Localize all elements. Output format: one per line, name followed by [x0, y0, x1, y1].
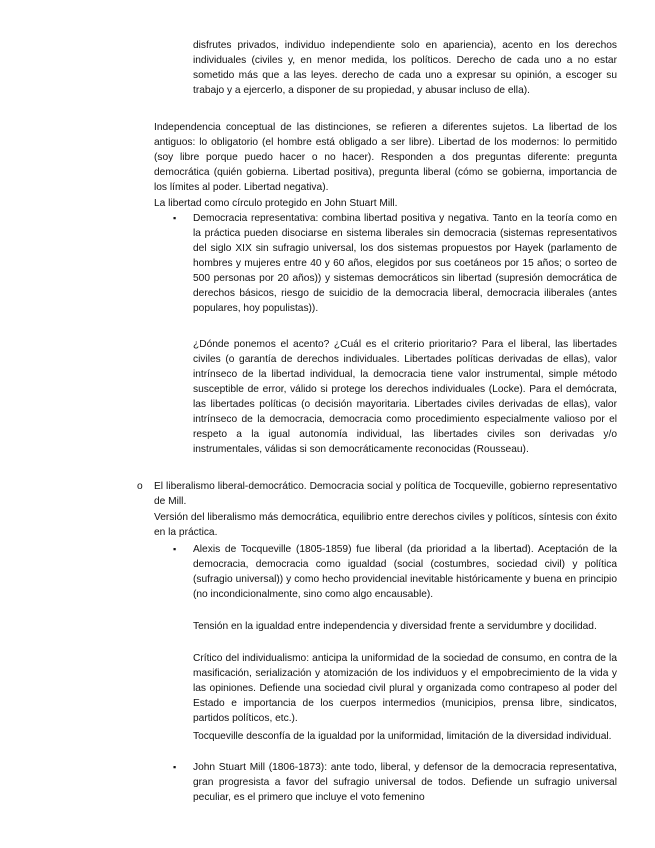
paragraph-conceptual-independence: Independencia conceptual de las distinciones, se refieren a diferentes sujetos. La libertad de los antiguos: lo obligatorio (el hombre está obligado a ser libre). Libertad de los modernos: lo permitido (soy libre porque puedo hacer o no hacer). Responden a dos preguntas diferente: pregunta democrática (quién gobierna. Libertad positiva), pregunta liberal (cómo se gobierna, importancia de los límites al poder. Libertad negativa). [154, 122, 617, 193]
bullet-marker: ▪ [173, 762, 177, 772]
item-liberal-democratic-liberalism: El liberalismo liberal-democrático. Democracia social y política de Tocqueville, gobierno representativo de Mill. [154, 481, 617, 507]
paragraph-democratic-version: Versión del liberalismo más democrática, equilibrio entre derechos civiles y políticos, síntesis con éxito en la práctica. [154, 512, 617, 538]
list-circle-marker: o [137, 481, 143, 492]
paragraph-mill-circle: La libertad como círculo protegido en John Stuart Mill. [154, 198, 398, 209]
bullet-tocqueville: Alexis de Tocqueville (1805-1859) fue liberal (da prioridad a la libertad). Aceptación de la democracia, democracia como igualdad (social (costumbres, sociedad civil) y política (sufragio universal)) y como hecho providencial inevitable históricamente y buena en principio (no incondicionalmente, sino como algo encausable). [193, 544, 617, 600]
bullet-representative-democracy: Democracia representativa: combina libertad positiva y negativa. Tanto en la teoría como en la práctica pueden disociarse en sistema liberales sin democracia (sistemas representativos del siglo XIX sin sufragio universal, los dos sistemas propuestos por Hayek (parlamento de hombres y mujeres entre 40 y 60 años, elegidos por sus coetáneos por 15 años; o sorteo de 500 personas por 20 años)) y sistemas democráticos sin libertad (supresión democrática de derechos básicos, riesgo de suicidio de la democracia liberal, democracia iliberales (antes populares, hoy populistas)). [193, 213, 617, 314]
paragraph-tocqueville-distrust: Tocqueville desconfía de la igualdad por la uniformidad, limitación de la diversidad individual. [193, 731, 612, 742]
paragraph-where-accent: ¿Dónde ponemos el acento? ¿Cuál es el criterio prioritario? Para el liberal, las libertades civiles (o garantía de derechos individuales. Libertades políticas derivadas de ellas), valor intrínseco de la libertad individual, la democracia tiene valor instrumental, simple método susceptible de error, válido si protege los derechos individuales (Locke). Para el demócrata, las libertades políticas (o decisión mayoritaria. Libertades civiles derivadas de ellas), valor intrínseco de la democracia, democracia como procedimiento especialmente valioso por el respeto a la igual autonomía individual, las libertades civiles son derivadas y/o instrumentales, válidas si son democráticamente reconocidas (Rousseau). [193, 339, 617, 455]
paragraph-equality-tension: Tensión en la igualdad entre independencia y diversidad frente a servidumbre y docilidad. [193, 621, 597, 632]
bullet-marker: ▪ [173, 544, 177, 554]
bullet-marker: ▪ [173, 213, 177, 223]
paragraph-individualism-critique: Crítico del individualismo: anticipa la uniformidad de la sociedad de consumo, en contra de la masificación, serialización y atomización de los individuos y el empobrecimiento de la vida y las opiniones. Defiende una sociedad civil plural y organizada como contrapeso al poder del Estado e importancia de los cuerpos intermedios (municipios, prensa libre, sindicatos, partidos políticos, etc.). [193, 653, 617, 724]
paragraph-liberty-of-moderns: disfrutes privados, individuo independiente solo en apariencia), acento en los derechos individuales (civiles y, en menor medida, los políticos. Derecho de cada uno a no estar sometido más que a las leyes. derecho de cada uno a expresar su opinión, a escoger su trabajo y a ejercerlo, a disponer de su propiedad, y abusar incluso de ella). [193, 40, 617, 96]
bullet-john-stuart-mill: John Stuart Mill (1806-1873): ante todo, liberal, y defensor de la democracia representativa, gran progresista a favor del sufragio universal de todos. Defiende un sufragio universal peculiar, es el primero que incluye el voto femenino [193, 762, 617, 803]
